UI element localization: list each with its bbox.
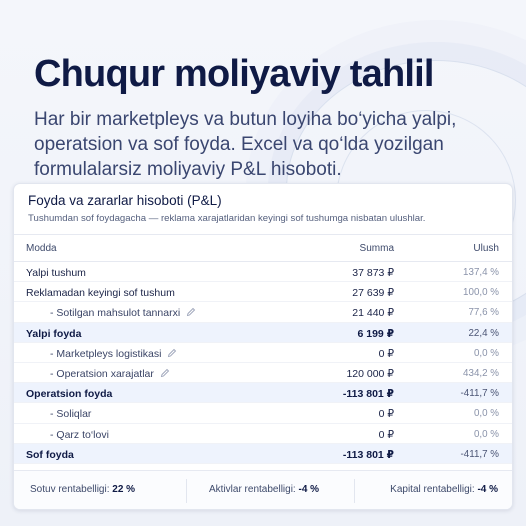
- assets-profitability-label: Aktivlar rentabelligi:: [209, 484, 296, 495]
- row-amount: 27 639 ₽: [352, 287, 394, 300]
- table-row-editable: [14, 302, 512, 322]
- row-label: - Marketpleys logistikasi: [50, 347, 162, 360]
- table-row-editable: [14, 343, 512, 363]
- assets-profitability-value: -4 %: [298, 484, 320, 495]
- footer-divider: [186, 479, 187, 503]
- row-label: Sof foyda: [26, 448, 74, 461]
- pencil-icon[interactable]: [186, 307, 196, 320]
- row-amount: -113 801 ₽: [342, 448, 394, 461]
- capital-profitability-label: Kapital rentabelligi:: [390, 484, 475, 495]
- table-row: [14, 424, 512, 444]
- table-body: [14, 262, 512, 464]
- row-label: Yalpi foyda: [26, 327, 82, 340]
- profitability-footer: [14, 470, 512, 510]
- pencil-icon[interactable]: [160, 368, 170, 381]
- row-share: -411,7 %: [460, 448, 499, 460]
- row-share: 100,0 %: [463, 287, 499, 299]
- row-share: 0,0 %: [473, 408, 499, 420]
- row-amount: 0 ₽: [378, 408, 394, 421]
- assets-profitability: [209, 484, 319, 495]
- row-amount: 0 ₽: [378, 347, 394, 360]
- row-share: 77,6 %: [468, 307, 499, 319]
- table-header: [14, 234, 512, 262]
- row-share: 434,2 %: [463, 367, 499, 379]
- capital-profitability: [390, 484, 498, 495]
- row-share: 0,0 %: [473, 428, 499, 440]
- row-amount: 120 000 ₽: [346, 367, 394, 380]
- row-amount: 21 440 ₽: [352, 307, 394, 320]
- row-amount: 6 199 ₽: [357, 327, 394, 340]
- row-label: Reklamadan keyingi sof tushum: [26, 287, 175, 300]
- row-share: 0,0 %: [473, 347, 499, 359]
- column-header-name: Modda: [26, 243, 57, 254]
- capital-profitability-value: -4 %: [477, 484, 498, 495]
- row-share: 137,4 %: [463, 267, 499, 278]
- sales-profitability-value: 22 %: [112, 484, 136, 495]
- card-subtitle: Tushumdan sof foydagacha — reklama xarajatlaridan keyingi sof tushumga nisbatan ulushlar.: [28, 213, 426, 224]
- footer-divider: [354, 479, 355, 503]
- row-label: Operatsion foyda: [26, 388, 113, 401]
- row-label: - Qarz to‘lovi: [50, 428, 109, 441]
- table-row-subtotal: [14, 323, 512, 343]
- row-label: - Sotilgan mahsulot tannarxi: [50, 307, 181, 320]
- table-row-subtotal: [14, 383, 512, 403]
- hero: [34, 50, 506, 182]
- row-amount: 37 873 ₽: [352, 267, 394, 279]
- pencil-icon[interactable]: [167, 348, 177, 361]
- row-amount: -113 801 ₽: [342, 388, 394, 401]
- table-row: [14, 403, 512, 423]
- pl-report-card: [13, 183, 513, 510]
- row-share: 22,4 %: [468, 327, 499, 339]
- card-title: Foyda va zararlar hisoboti (P&L): [28, 193, 222, 208]
- page-title: Chuqur moliyaviy tahlil: [34, 53, 434, 95]
- row-label: Yalpi tushum: [26, 267, 86, 279]
- row-amount: 0 ₽: [378, 428, 394, 441]
- table-row: [14, 262, 512, 282]
- column-header-amount: Summa: [359, 243, 394, 254]
- sales-profitability-label: Sotuv rentabelligi:: [30, 484, 110, 495]
- row-label: - Operatsion xarajatlar: [50, 367, 154, 380]
- column-header-share: Ulush: [473, 243, 499, 254]
- row-share: -411,7 %: [460, 388, 499, 400]
- table-row: [14, 282, 512, 302]
- page-subtitle: Har bir marketpleys va butun loyiha bo‘yicha yalpi, operatsion va sof foyda. Excel va qo‘lda yozilgan formulalarsiz moliyaviy P&L hisoboti.: [34, 109, 457, 180]
- table-row-editable: [14, 363, 512, 383]
- row-label: - Soliqlar: [50, 408, 92, 421]
- sales-profitability: [30, 484, 135, 495]
- table-row-total: [14, 444, 512, 464]
